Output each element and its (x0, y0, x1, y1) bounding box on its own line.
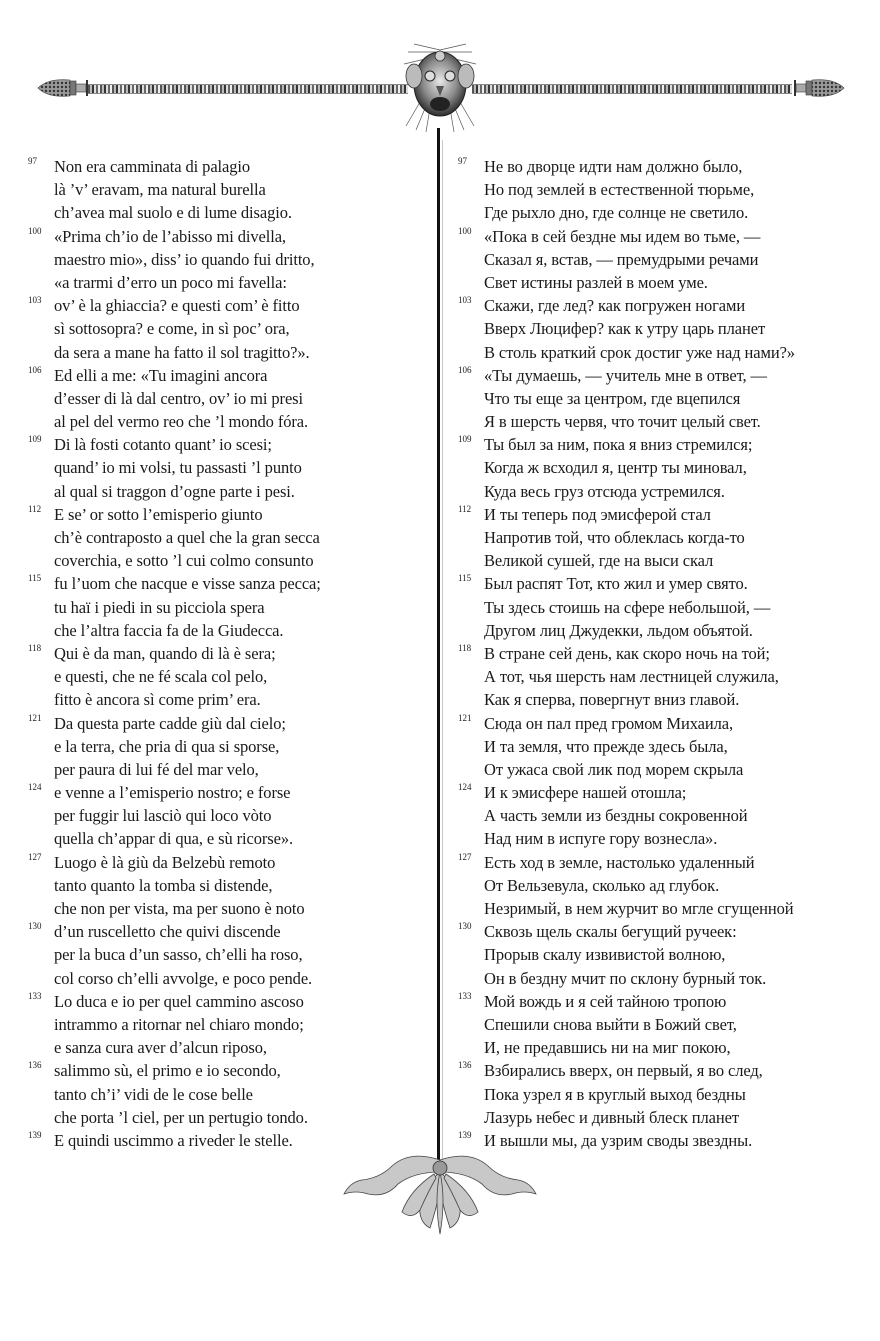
verse-text: che non per vista, ma per suono è noto (54, 899, 305, 918)
verse-text: Пока узрел я в круглый выход бездны (484, 1084, 746, 1104)
verse-text: coverchia, e sotto ’l cui colmo consunto (54, 551, 314, 571)
verse-line (28, 341, 418, 364)
verse-text: Da questa parte cadde giù dal cielo; (54, 713, 286, 733)
verse-line (28, 735, 418, 758)
verse-text: maestro mio», diss’ io quando fui dritto, (54, 249, 315, 269)
verse-text: Lo duca e io per quel cammino ascoso (54, 991, 304, 1011)
line-number: 136 (458, 1060, 472, 1071)
verse-line (28, 526, 418, 549)
verse-text: E quindi uscimmo a riveder le stelle. (54, 1130, 293, 1150)
verse-text: Qui è da man, quando di là è sera; (54, 643, 276, 663)
verse-text: d’un ruscelletto che quivi discende (54, 922, 281, 942)
verse-text: «Prima ch’io de l’abisso mi divella, (54, 226, 286, 246)
verse-text: И та земля, что прежде здесь была, (484, 736, 728, 756)
verse-text: Был распят Тот, кто жил и умер свято. (484, 574, 748, 594)
verse-text: Сюда он пал пред громом Михаила, (484, 713, 733, 733)
verse-line (458, 851, 858, 874)
line-number: 97 (28, 156, 37, 166)
line-number: 133 (28, 990, 42, 1001)
verse-text: Ты был за ним, пока я вниз стремился; (484, 435, 753, 455)
verse-line (458, 248, 858, 271)
verse-text: Великой сушей, где на выси скал (484, 551, 714, 571)
verse-line (458, 480, 858, 503)
line-number: 118 (28, 642, 42, 653)
verse-line (458, 572, 858, 595)
verse-text: per fuggir lui lasciò qui loco vòto (54, 806, 272, 826)
line-number: 100 (458, 225, 472, 236)
verse-text: al pel del vermo reo che ’l mondo fóra. (54, 412, 309, 432)
verse-line (458, 225, 858, 248)
verse-text: Не во дворце идти нам должно было, (484, 157, 743, 176)
verse-line (28, 572, 418, 595)
verse-text: От Вельзевула, сколько ад глубок. (484, 875, 720, 895)
verse-line (28, 990, 418, 1013)
verse-text: tu haï i piedi in su picciola spera (54, 597, 265, 617)
verse-line (458, 341, 858, 364)
verse-line (28, 851, 418, 874)
verse-line (458, 897, 858, 920)
verse-line (458, 688, 858, 711)
verse-line (28, 1083, 418, 1106)
verse-line (28, 1036, 418, 1059)
verse-line (458, 642, 858, 665)
verse-text: Где рыхло дно, где солнце не светило. (484, 203, 749, 223)
verse-text: per la buca d’un sasso, ch’elli ha roso, (54, 945, 303, 965)
verse-text: che l’altra faccia fa de la Giudecca. (54, 620, 284, 640)
verse-text: «Пока в сей бездне мы идем во тьме, — (484, 226, 761, 246)
verse-line (28, 480, 418, 503)
verse-line (28, 248, 418, 271)
verse-line (28, 294, 418, 317)
header-ornament (0, 0, 880, 150)
verse-line (458, 178, 858, 201)
verse-line (458, 433, 858, 456)
verse-line (28, 688, 418, 711)
verse-text: Он в бездну мчит по склону бурный ток. (484, 968, 767, 988)
verse-line (28, 387, 418, 410)
verse-text: che porta ’l ciel, per un pertugio tondo. (54, 1107, 308, 1127)
line-number: 121 (28, 712, 42, 723)
line-number: 112 (28, 503, 42, 514)
verse-line (458, 155, 858, 178)
verse-text: И, не предавшись ни на миг покою, (484, 1038, 731, 1058)
verse-line (28, 943, 418, 966)
verse-line (458, 781, 858, 804)
verse-text: salimmo sù, el primo e io secondo, (54, 1061, 281, 1081)
verse-line (28, 1013, 418, 1036)
verse-line (458, 758, 858, 781)
line-number: 112 (458, 503, 472, 514)
verse-text: fitto è ancora sì come prim’ era. (54, 690, 261, 710)
verse-text: Взбирались вверх, он первый, я во след, (484, 1061, 763, 1081)
line-number: 109 (28, 434, 42, 445)
verse-text: И ты теперь под эмисферой стал (484, 504, 711, 524)
line-number: 115 (28, 573, 42, 584)
verse-text: Лазурь небес и дивный блеск планет (484, 1107, 739, 1127)
line-number: 124 (458, 782, 472, 793)
line-number: 133 (458, 990, 472, 1001)
line-number: 103 (28, 295, 42, 306)
chain-rule-right (472, 84, 792, 94)
verse-text: fu l’uom che nacque e visse sanza pecca; (54, 574, 321, 594)
verse-line (458, 665, 858, 688)
verse-line (28, 827, 418, 850)
verse-text: tanto quanto la tomba si distende, (54, 875, 273, 895)
verse-line (458, 712, 858, 735)
verse-text: Ты здесь стоишь на сфере небольшой, — (484, 597, 771, 617)
line-number: 127 (28, 851, 42, 862)
verse-line (28, 271, 418, 294)
line-number: 124 (28, 782, 42, 793)
verse-text: Я в шерсть червя, что точит целый свет. (484, 412, 761, 432)
italian-text-column (28, 155, 418, 1152)
verse-text: Non era camminata di palagio (54, 157, 251, 176)
verse-text: là ’v’ eravam, ma natural burella (54, 180, 266, 200)
verse-line (28, 1106, 418, 1129)
line-number: 139 (458, 1129, 472, 1140)
verse-line (28, 456, 418, 479)
verse-line (458, 456, 858, 479)
verse-text: «Ты думаешь, — учитель мне в ответ, — (484, 365, 767, 385)
verse-text: Спешили снова выйти в Божий свет, (484, 1014, 737, 1034)
verse-line (28, 804, 418, 827)
verse-line (458, 967, 858, 990)
verse-text: И к эмисфере нашей отошла; (484, 783, 687, 803)
verse-text: «a trarmi d’erro un poco mi favella: (54, 272, 287, 292)
verse-line (458, 804, 858, 827)
verse-text: В стране сей день, как скоро ночь на той; (484, 643, 770, 663)
verse-text: Мой вождь и я сей тайною тропою (484, 991, 727, 1011)
verse-line (28, 503, 418, 526)
verse-text: Скажи, где лед? как погружен ногами (484, 296, 746, 316)
line-number: 115 (458, 573, 472, 584)
verse-text: Есть ход в земле, настолько удаленный (484, 852, 755, 872)
verse-line (458, 271, 858, 294)
verse-line (28, 781, 418, 804)
verse-text: ch’avea mal suolo e di lume disagio. (54, 203, 292, 223)
verse-line (458, 735, 858, 758)
line-number: 127 (458, 851, 472, 862)
verse-text: ov’ è la ghiaccia? e questi com’ è fitto (54, 296, 300, 316)
verse-line (28, 712, 418, 735)
verse-text: tanto ch’i’ vidi de le cose belle (54, 1084, 253, 1104)
verse-line (458, 596, 858, 619)
verse-text: e la terra, che pria di qua si sporse, (54, 736, 280, 756)
verse-text: ch’è contraposto a quel che la gran secca (54, 528, 320, 547)
verse-text: Когда ж всходил я, центр ты миновал, (484, 458, 747, 478)
verse-line (458, 1013, 858, 1036)
line-number: 121 (458, 712, 472, 723)
line-number: 118 (458, 642, 472, 653)
verse-text: E se’ or sotto l’emisperio giunto (54, 504, 263, 524)
verse-line (28, 225, 418, 248)
verse-line (458, 549, 858, 572)
verse-line (458, 1083, 858, 1106)
verse-text: Прорыв скалу извивистой волною, (484, 945, 726, 965)
verse-text: Над ним в испуге гору вознесла». (484, 829, 718, 849)
verse-line (458, 619, 858, 642)
line-number: 139 (28, 1129, 42, 1140)
verse-text: al qual si traggon d’ogne parte i pesi. (54, 481, 295, 501)
verse-line (458, 874, 858, 897)
verse-line (28, 758, 418, 781)
chain-rule-left (88, 84, 408, 94)
verse-text: И вышли мы, да узрим своды звездны. (484, 1130, 753, 1150)
verse-text: Что ты еще за центром, где вцепился (484, 388, 741, 408)
pinecone-finial-icon (36, 77, 92, 99)
russian-text-column (458, 155, 858, 1152)
verse-line (458, 503, 858, 526)
verse-line (28, 897, 418, 920)
verse-line (458, 943, 858, 966)
center-divider-rule (437, 128, 440, 1198)
verse-line (458, 317, 858, 340)
verse-text: Незримый, в нем журчит во мгле сгущенной (484, 899, 794, 918)
verse-text: Сквозь щель скалы бегущий ручеек: (484, 922, 737, 942)
verse-text: da sera a mane ha fatto il sol tragitto?». (54, 342, 310, 362)
lion-mask-icon (400, 42, 480, 134)
verse-text: per paura di lui fé del mar velo, (54, 759, 259, 779)
verse-line (458, 990, 858, 1013)
verse-line (28, 178, 418, 201)
verse-text: e sanza cura aver d’alcun riposo, (54, 1038, 267, 1058)
verse-text: Как я сперва, повергнут вниз главой. (484, 690, 740, 710)
verse-line (28, 967, 418, 990)
verse-line (458, 364, 858, 387)
verse-line (28, 874, 418, 897)
verse-line (458, 1129, 858, 1152)
verse-line (28, 317, 418, 340)
verse-text: Другом лиц Джудекки, льдом объятой. (484, 620, 753, 640)
verse-line (458, 201, 858, 224)
verse-line (28, 364, 418, 387)
verse-text: e questi, che ne fé scala col pelo, (54, 667, 268, 687)
verse-line (458, 1059, 858, 1082)
verse-line (28, 1129, 418, 1152)
verse-line (28, 549, 418, 572)
verse-text: quand’ io mi volsi, tu passasti ’l punto (54, 458, 302, 478)
verse-text: col corso ch’elli avvolge, e poco pende. (54, 968, 313, 988)
verse-text: quella ch’appar di qua, e sù ricorse». (54, 829, 294, 849)
verse-line (28, 201, 418, 224)
verse-line (28, 155, 418, 178)
pinecone-finial-icon (790, 77, 846, 99)
verse-line (28, 410, 418, 433)
verse-text: А часть земли из бездны сокровенной (484, 806, 748, 826)
verse-text: e venne a l’emisperio nostro; e forse (54, 783, 291, 803)
ribbon-bow-ornament-icon (340, 1150, 540, 1240)
verse-line (458, 1036, 858, 1059)
verse-line (28, 665, 418, 688)
verse-text: d’esser di là dal centro, ov’ io mi presi (54, 388, 303, 408)
verse-line (28, 619, 418, 642)
verse-line (28, 920, 418, 943)
verse-text: Di là fosti cotanto quant’ io scesi; (54, 435, 272, 455)
verse-line (458, 920, 858, 943)
line-number: 97 (458, 156, 467, 166)
verse-text: Luogo è là giù da Belzebù remoto (54, 852, 276, 872)
line-number: 130 (28, 921, 42, 932)
verse-text: intrammo a ritornar nel chiaro mondo; (54, 1014, 304, 1034)
verse-text: Куда весь груз отсюда устремился. (484, 481, 725, 501)
verse-line (28, 1059, 418, 1082)
line-number: 109 (458, 434, 472, 445)
verse-text: Но под землей в естественной тюрьме, (484, 180, 755, 200)
line-number: 106 (458, 364, 472, 375)
verse-line (458, 294, 858, 317)
verse-line (458, 387, 858, 410)
verse-text: Свет истины разлей в моем уме. (484, 272, 708, 292)
verse-text: А тот, чья шерсть нам лестницей служила, (484, 667, 779, 687)
center-divider-shadow (442, 140, 443, 1190)
line-number: 103 (458, 295, 472, 306)
verse-text: sì sottosopra? e come, in sì poc’ ora, (54, 319, 290, 339)
verse-text: Сказал я, встав, — премудрыми речами (484, 249, 759, 269)
line-number: 136 (28, 1060, 42, 1071)
verse-line (28, 596, 418, 619)
verse-text: В столь краткий срок достиг уже над нами?» (484, 342, 795, 362)
verse-line (28, 433, 418, 456)
verse-line (28, 642, 418, 665)
verse-text: Ed elli a me: «Tu imagini ancora (54, 365, 268, 385)
verse-line (458, 410, 858, 433)
line-number: 130 (458, 921, 472, 932)
line-number: 100 (28, 225, 42, 236)
verse-text: Напротив той, что облеклась когда-то (484, 528, 745, 547)
verse-line (458, 827, 858, 850)
verse-line (458, 526, 858, 549)
verse-text: Вверх Люцифер? как к утру царь планет (484, 319, 766, 339)
line-number: 106 (28, 364, 42, 375)
verse-line (458, 1106, 858, 1129)
verse-text: От ужаса свой лик под морем скрыла (484, 759, 744, 779)
